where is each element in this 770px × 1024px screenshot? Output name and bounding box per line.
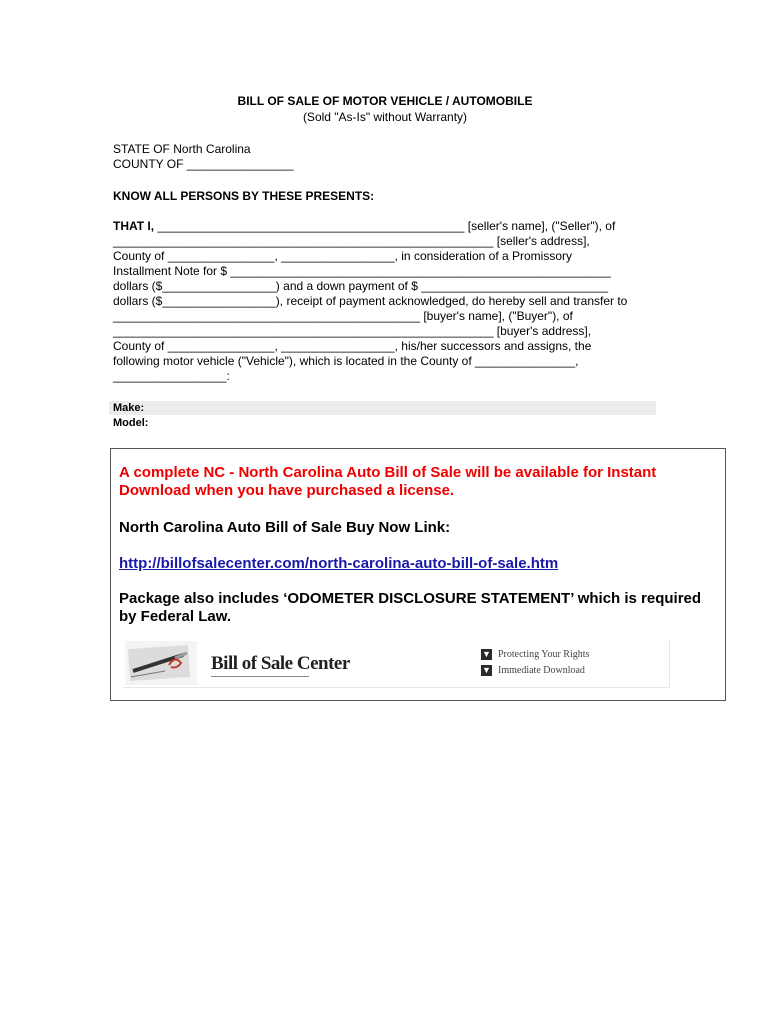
instant-download-notice: A complete NC - North Carolina Auto Bill of Sale will be available for Instant Download when you have purchased a license. [119,464,657,499]
seller-name-line: ______________________________________________ [seller's name], ("Seller"), of [154,219,616,233]
seller-county-line: County of ________________, _________________, in consideration of a Promissory [113,249,573,263]
that-i-label: THAT I, [113,219,155,233]
state-line: STATE OF North Carolina [113,142,251,156]
feature-protecting-rights-label: Protecting Your Rights [498,649,590,660]
know-all-heading: KNOW ALL PERSONS BY THESE PRESENTS: [113,189,375,203]
buyer-name-line: ______________________________________________ [buyer's name], ("Buyer"), of [113,309,573,323]
banner-divider [211,676,309,677]
installment-note-line: Installment Note for $ _________________________________________________________ [113,264,611,278]
pen-signing-logo-icon [125,641,197,685]
bill-of-sale-center-banner[interactable] [123,639,670,688]
model-field-label: Model: [113,417,149,429]
feature-immediate-download-label: Immediate Download [498,665,585,676]
feature-protecting-rights [481,649,589,660]
document-title: BILL OF SALE OF MOTOR VEHICLE / AUTOMOBILE [237,94,533,108]
purchase-promo-box [110,448,726,701]
make-field-label: Make: [109,401,656,415]
body-line-1 [113,219,615,233]
download-arrow-icon: ▼ [482,665,491,676]
package-includes-note: Package also includes ‘ODOMETER DISCLOSURE STATEMENT’ which is required by Federal Law. [119,590,702,625]
down-payment-line: dollars ($_________________) and a down payment of $ ____________________________ [113,279,609,293]
feature-immediate-download [481,665,585,676]
vehicle-location-blank: _________________: [113,369,230,383]
receipt-line: dollars ($_________________), receipt of payment acknowledged, do hereby sell and transfer to [113,294,628,308]
document-subtitle: (Sold "As-Is" without Warranty) [302,110,468,124]
seller-address-line: _________________________________________________________ [seller's address], [113,234,590,248]
banner-brand-name: Bill of Sale Center [211,653,350,674]
vehicle-location-line: following motor vehicle ("Vehicle"), which is located in the County of _______________, [113,354,579,368]
download-arrow-icon: ▼ [482,649,491,660]
buy-now-heading: North Carolina Auto Bill of Sale Buy Now Link: [119,519,451,536]
buyer-county-line: County of ________________, _________________, his/her successors and assigns, the [113,339,592,353]
buyer-address-line: _________________________________________________________ [buyer's address], [113,324,592,338]
county-line: COUNTY OF ________________ [113,157,294,171]
buy-now-link[interactable]: http://billofsalecenter.com/north-carolina-auto-bill-of-sale.htm [119,555,559,572]
